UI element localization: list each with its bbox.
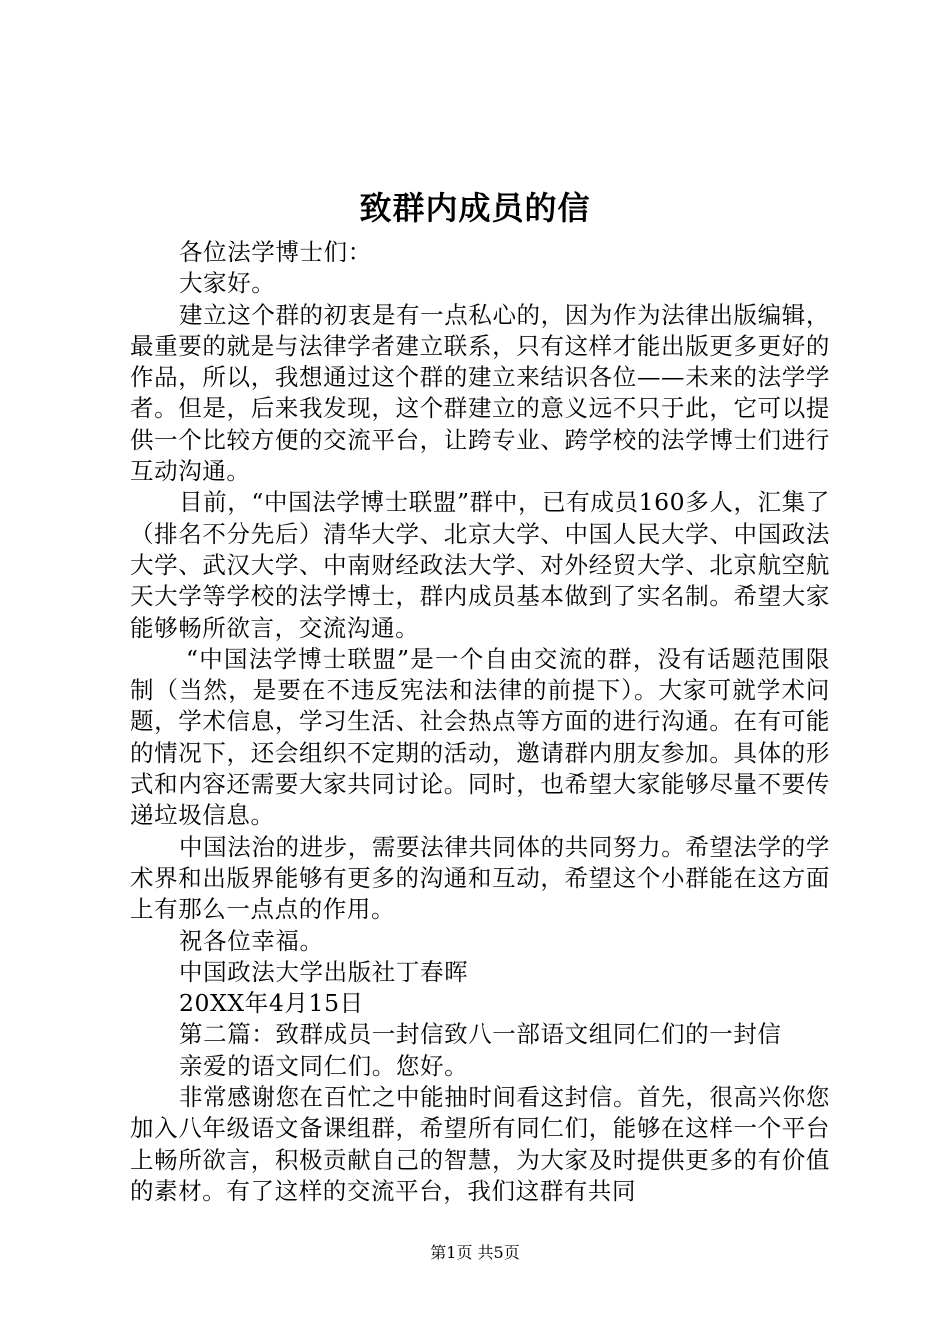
- body-paragraph: 非常感谢您在百忙之中能抽时间看这封信。首先，很高兴你您加入八年级语文备课组群，希望所有同仁们，能够在这样一个平台上畅所欲言，积极贡献自己的智慧，为大家及时提供更多的有价值的素材。有了这样的交流平台，我们这群有共同: [130, 1083, 830, 1205]
- page-footer: 第1页 共5页: [430, 1243, 520, 1262]
- body-paragraph: 建立这个群的初衷是有一点私心的，因为作为法律出版编辑，最重要的就是与法律学者建立联系，只有这样才能出版更多更好的作品，所以，我想通过这个群的建立来结识各位——未来的法学学者。但是，后来我发现，这个群建立的意义远不只于此，它可以提供一个比较方便的交流平台，让跨专业、跨学校的法学博士们进行互动沟通。: [130, 300, 830, 486]
- date: 20XX年4月15日: [179, 989, 364, 1018]
- second-salutation: 亲爱的语文同仁们。您好。: [179, 1051, 469, 1080]
- body-paragraph: 中国法治的进步，需要法律共同体的共同努力。希望法学的学术界和出版界能够有更多的沟通和互动，希望这个小群能在这方面上有那么一点点的作用。: [130, 832, 830, 924]
- signature: 中国政法大学出版社丁春晖: [179, 957, 469, 986]
- closing-wish: 祝各位幸福。: [179, 926, 324, 955]
- body-paragraph: “中国法学博士联盟”是一个自由交流的群，没有话题范围限制（当然，是要在不违反宪法和法律的前提下）。大家可就学术问题，学术信息，学习生活、社会热点等方面的进行沟通。在有可能的情况下，还会组织不定期的活动，邀请群内朋友参加。具体的形式和内容还需要大家共同讨论。同时，也希望大家能够尽量不要传递垃圾信息。: [130, 644, 830, 830]
- salutation: 各位法学博士们：: [179, 238, 372, 266]
- body-paragraph: 目前，“中国法学博士联盟”群中，已有成员160多人，汇集了（排名不分先后）清华大学、北京大学、中国人民大学、中国政法大学、武汉大学、中南财经政法大学、对外经贸大学、北京航空航天大学等学校的法学博士，群内成员基本做到了实名制。希望大家能够畅所欲言，交流沟通。: [130, 488, 830, 642]
- document-body: [130, 237, 830, 1207]
- document-title: 致群内成员的信: [359, 189, 591, 227]
- section-heading: 第二篇：致群成员一封信致八一部语文组同仁们的一封信: [179, 1020, 782, 1049]
- greeting: 大家好。: [179, 269, 276, 298]
